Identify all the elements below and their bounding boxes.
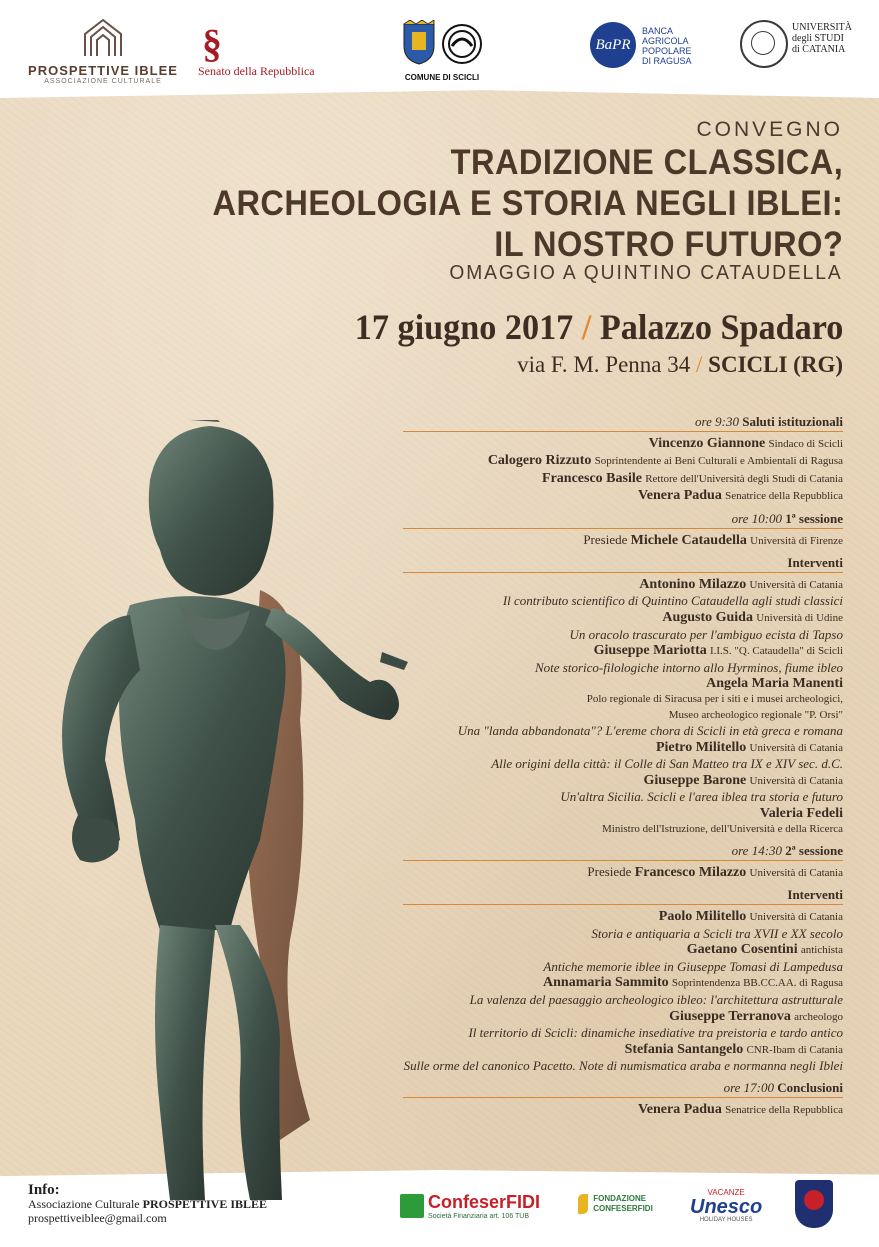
scicli-name: COMUNE DI SCICLI bbox=[404, 73, 480, 82]
vacanze-unesco-logo bbox=[690, 1188, 762, 1223]
section-title: Conclusioni bbox=[777, 1079, 843, 1095]
title-line: IL NOSTRO FUTURO? bbox=[493, 225, 843, 264]
speaker-row bbox=[403, 941, 843, 959]
vacanze-line: VACANZE bbox=[707, 1188, 745, 1197]
unict-line: di CATANIA bbox=[792, 44, 846, 55]
speaker-affiliation: Sindaco di Scicli bbox=[768, 437, 843, 450]
section-header bbox=[403, 511, 843, 529]
speaker-row bbox=[403, 675, 843, 692]
speaker-name: Pietro Militello bbox=[655, 739, 747, 755]
info-email[interactable]: prospettiveiblee@gmail.com bbox=[28, 1211, 167, 1225]
arch-icon bbox=[81, 16, 125, 56]
speaker-name: Augusto Guida bbox=[662, 609, 753, 625]
speaker-affiliation: archeologo bbox=[794, 1010, 843, 1023]
fondazione-line: CONFESERFIDI bbox=[593, 1204, 653, 1213]
speaker-affiliation: Museo archeologico regionale "P. Orsi" bbox=[668, 708, 843, 721]
speaker-name: Paolo Militello bbox=[658, 909, 747, 925]
assoc-name: PROSPETTIVE IBLEE bbox=[142, 1197, 268, 1211]
speaker-row bbox=[403, 452, 843, 470]
bapr-logo bbox=[590, 22, 710, 68]
confeser-mark-icon bbox=[400, 1194, 424, 1218]
talk-title: Il territorio di Scicli: dinamiche insediative tra preistoria e tardo antico bbox=[468, 1025, 843, 1041]
fondazione-text bbox=[593, 1194, 653, 1214]
talk-title: Un'altra Sicilia. Scicli e l'area iblea tra storia e futuro bbox=[560, 789, 843, 805]
fondazione-mark-icon bbox=[578, 1194, 588, 1214]
section-time: ore 17:00 bbox=[723, 1079, 774, 1095]
confeser-name-b: FIDI bbox=[506, 1192, 541, 1212]
separator: / bbox=[581, 307, 591, 347]
prospettive-iblee-logo bbox=[28, 16, 178, 85]
logo-name: PROSPETTIVE IBLEE bbox=[28, 63, 178, 78]
chair-row bbox=[403, 864, 843, 882]
comune-scicli-logo bbox=[396, 20, 488, 82]
speaker-name: Stefania Santangelo bbox=[624, 1041, 744, 1057]
unict-seal-icon bbox=[740, 20, 788, 68]
confeser-text bbox=[428, 1192, 540, 1220]
section-header bbox=[403, 887, 843, 905]
speaker-affiliation: Università di Catania bbox=[749, 866, 843, 879]
talk-title: Alle origini della città: il Colle di San Matteo tra IX e XIV sec. d.C. bbox=[491, 756, 843, 772]
event-title bbox=[212, 142, 843, 265]
logo-subtitle: ASSOCIAZIONE CULTURALE bbox=[44, 78, 162, 85]
bronze-statue-image bbox=[10, 420, 450, 1200]
speaker-name: Giuseppe Barone bbox=[643, 772, 747, 788]
speaker-row bbox=[403, 974, 843, 992]
speaker-affiliation: CNR-Ibam di Catania bbox=[746, 1043, 843, 1056]
speaker-affiliation: Università di Firenze bbox=[750, 534, 843, 547]
unict-line: degli STUDI bbox=[792, 33, 844, 44]
chair-row bbox=[403, 532, 843, 550]
speaker-affiliation: Soprintendenza BB.CC.AA. di Ragusa bbox=[671, 977, 843, 990]
section-header bbox=[403, 555, 843, 573]
speaker-name: Francesco Basile bbox=[542, 470, 642, 486]
separator: / bbox=[696, 352, 703, 377]
speaker-row bbox=[403, 487, 843, 505]
confeserfidi-logo bbox=[400, 1192, 540, 1220]
speaker-name: Valeria Fedeli bbox=[759, 806, 843, 822]
talk-title: Il contributo scientifico di Quintino Cataudella agli studi classici bbox=[502, 593, 843, 609]
speaker-name: Michele Cataudella bbox=[630, 532, 747, 548]
confeser-name bbox=[428, 1192, 540, 1213]
speaker-affiliation: Università di Catania bbox=[749, 774, 843, 787]
speaker-name: Gaetano Cosentini bbox=[686, 942, 798, 958]
unict-line: UNIVERSITÀ bbox=[792, 22, 852, 33]
speaker-name: Vincenzo Giannone bbox=[648, 435, 766, 451]
speaker-name: Francesco Milazzo bbox=[634, 864, 747, 880]
unict-logo bbox=[740, 20, 855, 68]
event-venue: Palazzo Spadaro bbox=[599, 307, 843, 347]
talk-title: Una "landa abbandonata"? L'ereme chora di Scicli in età greca e romana bbox=[457, 723, 843, 739]
section-title: 1ª sessione bbox=[785, 510, 843, 526]
section-title: Saluti istituzionali bbox=[742, 414, 843, 429]
speaker-row bbox=[403, 1008, 843, 1026]
speaker-affiliation: antichista bbox=[800, 944, 843, 957]
confeser-name-a: Confeser bbox=[428, 1192, 507, 1212]
speaker-row bbox=[403, 435, 843, 453]
speaker-affiliation: Polo regionale di Siracusa per i siti e i musei archeologici, bbox=[586, 692, 843, 705]
speaker-name: Venera Padua bbox=[637, 488, 722, 504]
event-address bbox=[517, 352, 843, 378]
speaker-affiliation: Senatrice della Repubblica bbox=[725, 490, 843, 503]
talk-title: Un oracolo trascurato per l'ambiguo ecista di Tapso bbox=[569, 626, 843, 642]
speaker-affiliation: Università di Catania bbox=[749, 741, 843, 754]
talk-title: Antiche memorie iblee in Giuseppe Tomasi di Lampedusa bbox=[543, 958, 843, 974]
fondazione-logo bbox=[578, 1194, 653, 1214]
info-label: Info: bbox=[28, 1182, 60, 1198]
bapr-mark: BaPR bbox=[590, 22, 636, 68]
title-line: TRADIZIONE CLASSICA, bbox=[450, 143, 843, 182]
vacanze-name: Unesco bbox=[690, 1196, 763, 1218]
senato-name: Senato della Repubblica bbox=[198, 64, 315, 78]
speaker-affiliation: I.I.S. "Q. Cataudella" di Scicli bbox=[709, 645, 843, 658]
speaker-affiliation: Ministro dell'Istruzione, dell'Università e della Ricerca bbox=[602, 822, 843, 835]
speaker-name: Annamaria Sammito bbox=[543, 975, 669, 991]
speaker-name: Venera Padua bbox=[637, 1101, 722, 1117]
speaker-row bbox=[403, 908, 843, 926]
talk-title: Storia e antiquaria a Scicli tra XVII e XX secolo bbox=[591, 925, 843, 941]
section-header bbox=[403, 414, 843, 432]
speaker-name: Angela Maria Manenti bbox=[706, 676, 843, 692]
speaker-row bbox=[403, 739, 843, 757]
bapr-line: DI RAGUSA bbox=[642, 56, 692, 66]
chair-label: Presiede bbox=[583, 531, 628, 547]
speaker-row bbox=[403, 642, 843, 660]
section-header bbox=[403, 843, 843, 861]
bapr-line: POPOLARE bbox=[642, 46, 692, 56]
assoc-prefix: Associazione Culturale bbox=[28, 1197, 140, 1211]
chair-label: Presiede bbox=[587, 863, 632, 879]
speaker-row bbox=[403, 1041, 843, 1059]
bapr-line: AGRICOLA bbox=[642, 36, 689, 46]
speaker-row bbox=[403, 772, 843, 790]
info-assoc bbox=[28, 1197, 267, 1211]
speaker-affiliation: Rettore dell'Università degli Studi di Catania bbox=[645, 472, 843, 485]
section-title: 2ª sessione bbox=[785, 843, 843, 859]
bapr-text bbox=[642, 22, 710, 66]
talk-title: La valenza del paesaggio archeologico ibleo: l'architettura astrutturale bbox=[469, 992, 843, 1007]
talk-title: Note storico-filologiche intorno allo Hyrminos, fiume ibleo bbox=[534, 659, 843, 675]
event-type: CONVEGNO bbox=[696, 118, 843, 141]
speaker-name: Giuseppe Terranova bbox=[669, 1008, 791, 1024]
speaker-row bbox=[403, 576, 843, 594]
speaker-row bbox=[403, 609, 843, 627]
speaker-affiliation: Senatrice della Repubblica bbox=[725, 1103, 843, 1116]
section-time: ore 14:30 bbox=[731, 843, 783, 859]
fondazione-line: FONDAZIONE bbox=[593, 1194, 647, 1203]
speaker-row bbox=[403, 470, 843, 488]
senato-mark-icon: § bbox=[202, 21, 222, 66]
bapr-line: BANCA bbox=[642, 26, 674, 36]
section-title: Interventi bbox=[787, 555, 843, 571]
section-title: Interventi bbox=[787, 887, 843, 903]
speaker-row bbox=[403, 805, 843, 822]
speaker-row bbox=[403, 1101, 843, 1119]
sponsor-logos bbox=[400, 1180, 850, 1236]
title-line: ARCHEOLOGIA E STORIA NEGLI IBLEI: bbox=[212, 184, 843, 223]
speaker-name: Antonino Milazzo bbox=[639, 576, 747, 592]
confeser-tagline: Società Finanziaria art. 106 TUB bbox=[428, 1213, 530, 1220]
talk-title: Sulle orme del canonico Pacetto. Note di numismatica araba e normanna negli Iblei bbox=[403, 1058, 843, 1074]
street: via F. M. Penna 34 bbox=[517, 352, 691, 377]
hotel-crest-icon bbox=[795, 1180, 833, 1228]
speaker-name: Calogero Rizzuto bbox=[487, 453, 592, 469]
speaker-affiliation: Università di Catania bbox=[749, 578, 843, 591]
senato-logo bbox=[198, 21, 328, 79]
event-date: 17 giugno 2017 bbox=[354, 307, 573, 347]
city: SCICLI (RG) bbox=[708, 352, 843, 377]
event-date-venue bbox=[354, 306, 843, 348]
scicli-crest-icon bbox=[396, 20, 488, 66]
info-block bbox=[28, 1183, 267, 1225]
section-header bbox=[403, 1080, 843, 1098]
section-time: ore 9:30 bbox=[695, 414, 739, 429]
section-time: ore 10:00 bbox=[731, 510, 783, 526]
speaker-affiliation: Università di Catania bbox=[749, 911, 843, 924]
unict-text bbox=[792, 20, 855, 55]
speaker-name: Giuseppe Mariotta bbox=[593, 643, 707, 659]
speaker-affiliation: Soprintendente ai Beni Culturali e Ambientali di Ragusa bbox=[594, 455, 843, 468]
speaker-affiliation: Università di Udine bbox=[756, 611, 843, 624]
program bbox=[403, 414, 843, 1118]
event-subtitle: OMAGGIO A QUINTINO CATAUDELLA bbox=[449, 262, 843, 284]
vacanze-tagline: HOLIDAY HOUSES bbox=[699, 1217, 753, 1223]
